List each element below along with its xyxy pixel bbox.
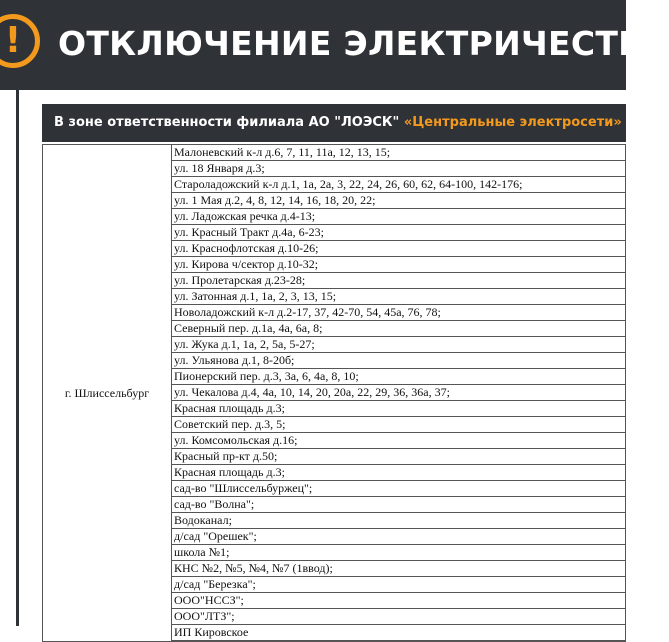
address-line: Красная площадь д.3; [172,465,625,481]
address-line: ул. Затонная д.1, 1а, 2, 3, 13, 15; [172,289,625,305]
address-line: ООО"НССЗ"; [172,593,625,609]
address-line: Красный пр-кт д.50; [172,449,625,465]
address-line: ул. Комсомольская д.16; [172,433,625,449]
outage-table-container [42,144,626,639]
address-line: Пионерский пер. д.3, 3а, 6, 4а, 8, 10; [172,369,625,385]
address-line: ул. Ульянова д.1, 8-20б; [172,353,625,369]
address-line: Советский пер. д.3, 5; [172,417,625,433]
address-line: Малоневский к-л д.6, 7, 11, 11а, 12, 13, 15; [172,145,625,161]
header-highlight: «Центральные электросети» [403,115,622,130]
outage-table [42,144,626,642]
address-line: Новоладожский к-л д.2-17, 37, 42-70, 54, 45а, 76, 78; [172,305,625,321]
address-line: Староладожский к-л д.1, 1а, 2а, 3, 22, 24, 26, 60, 62, 64-100, 142-176; [172,177,625,193]
address-line: Водоканал; [172,513,625,529]
address-line: КНС №2, №5, №4, №7 (1ввод); [172,561,625,577]
address-line: ул. 18 Января д.3; [172,161,625,177]
town-cell: г. Шлиссельбург [43,145,172,642]
address-line: сад-во "Шлиссельбуржец"; [172,481,625,497]
address-line: школа №1; [172,545,625,561]
table-row [43,145,626,642]
banner-title: ОТКЛЮЧЕНИЕ ЭЛЕКТРИЧЕСТВА [58,24,669,63]
address-line: ул. Краснофлотская д.10-26; [172,241,625,257]
address-line: ул. Кирова ч/сектор д.10-32; [172,257,625,273]
address-line: Красная площадь д.3; [172,401,625,417]
address-line: д/сад "Березка"; [172,577,625,593]
address-line: сад-во "Волна"; [172,497,625,513]
address-line: д/сад "Орешек"; [172,529,625,545]
exclamation-circle-icon: ! [0,14,40,68]
address-line: ИП Кировское [172,625,625,641]
address-line: ул. Ладожская речка д.4-13; [172,209,625,225]
responsibility-header [42,104,626,142]
address-line: ул. Жука д.1, 1а, 2, 5а, 5-27; [172,337,625,353]
address-line: ООО"ЛТЗ"; [172,609,625,625]
address-line: Северный пер. д.1а, 4а, 6а, 8; [172,321,625,337]
address-line: ул. Пролетарская д.23-28; [172,273,625,289]
address-cell [172,145,626,642]
address-line: ул. Красный Тракт д.4а, 6-23; [172,225,625,241]
address-line: ул. Чекалова д.4, 4а, 10, 14, 20, 20а, 22, 29, 36, 36а, 37; [172,385,625,401]
address-line: ул. 1 Мая д.2, 4, 8, 12, 14, 16, 18, 20, 22; [172,193,625,209]
left-divider [16,90,19,626]
alert-banner [0,0,669,90]
header-prefix: В зоне ответственности филиала АО "ЛОЭСК" [54,115,404,130]
